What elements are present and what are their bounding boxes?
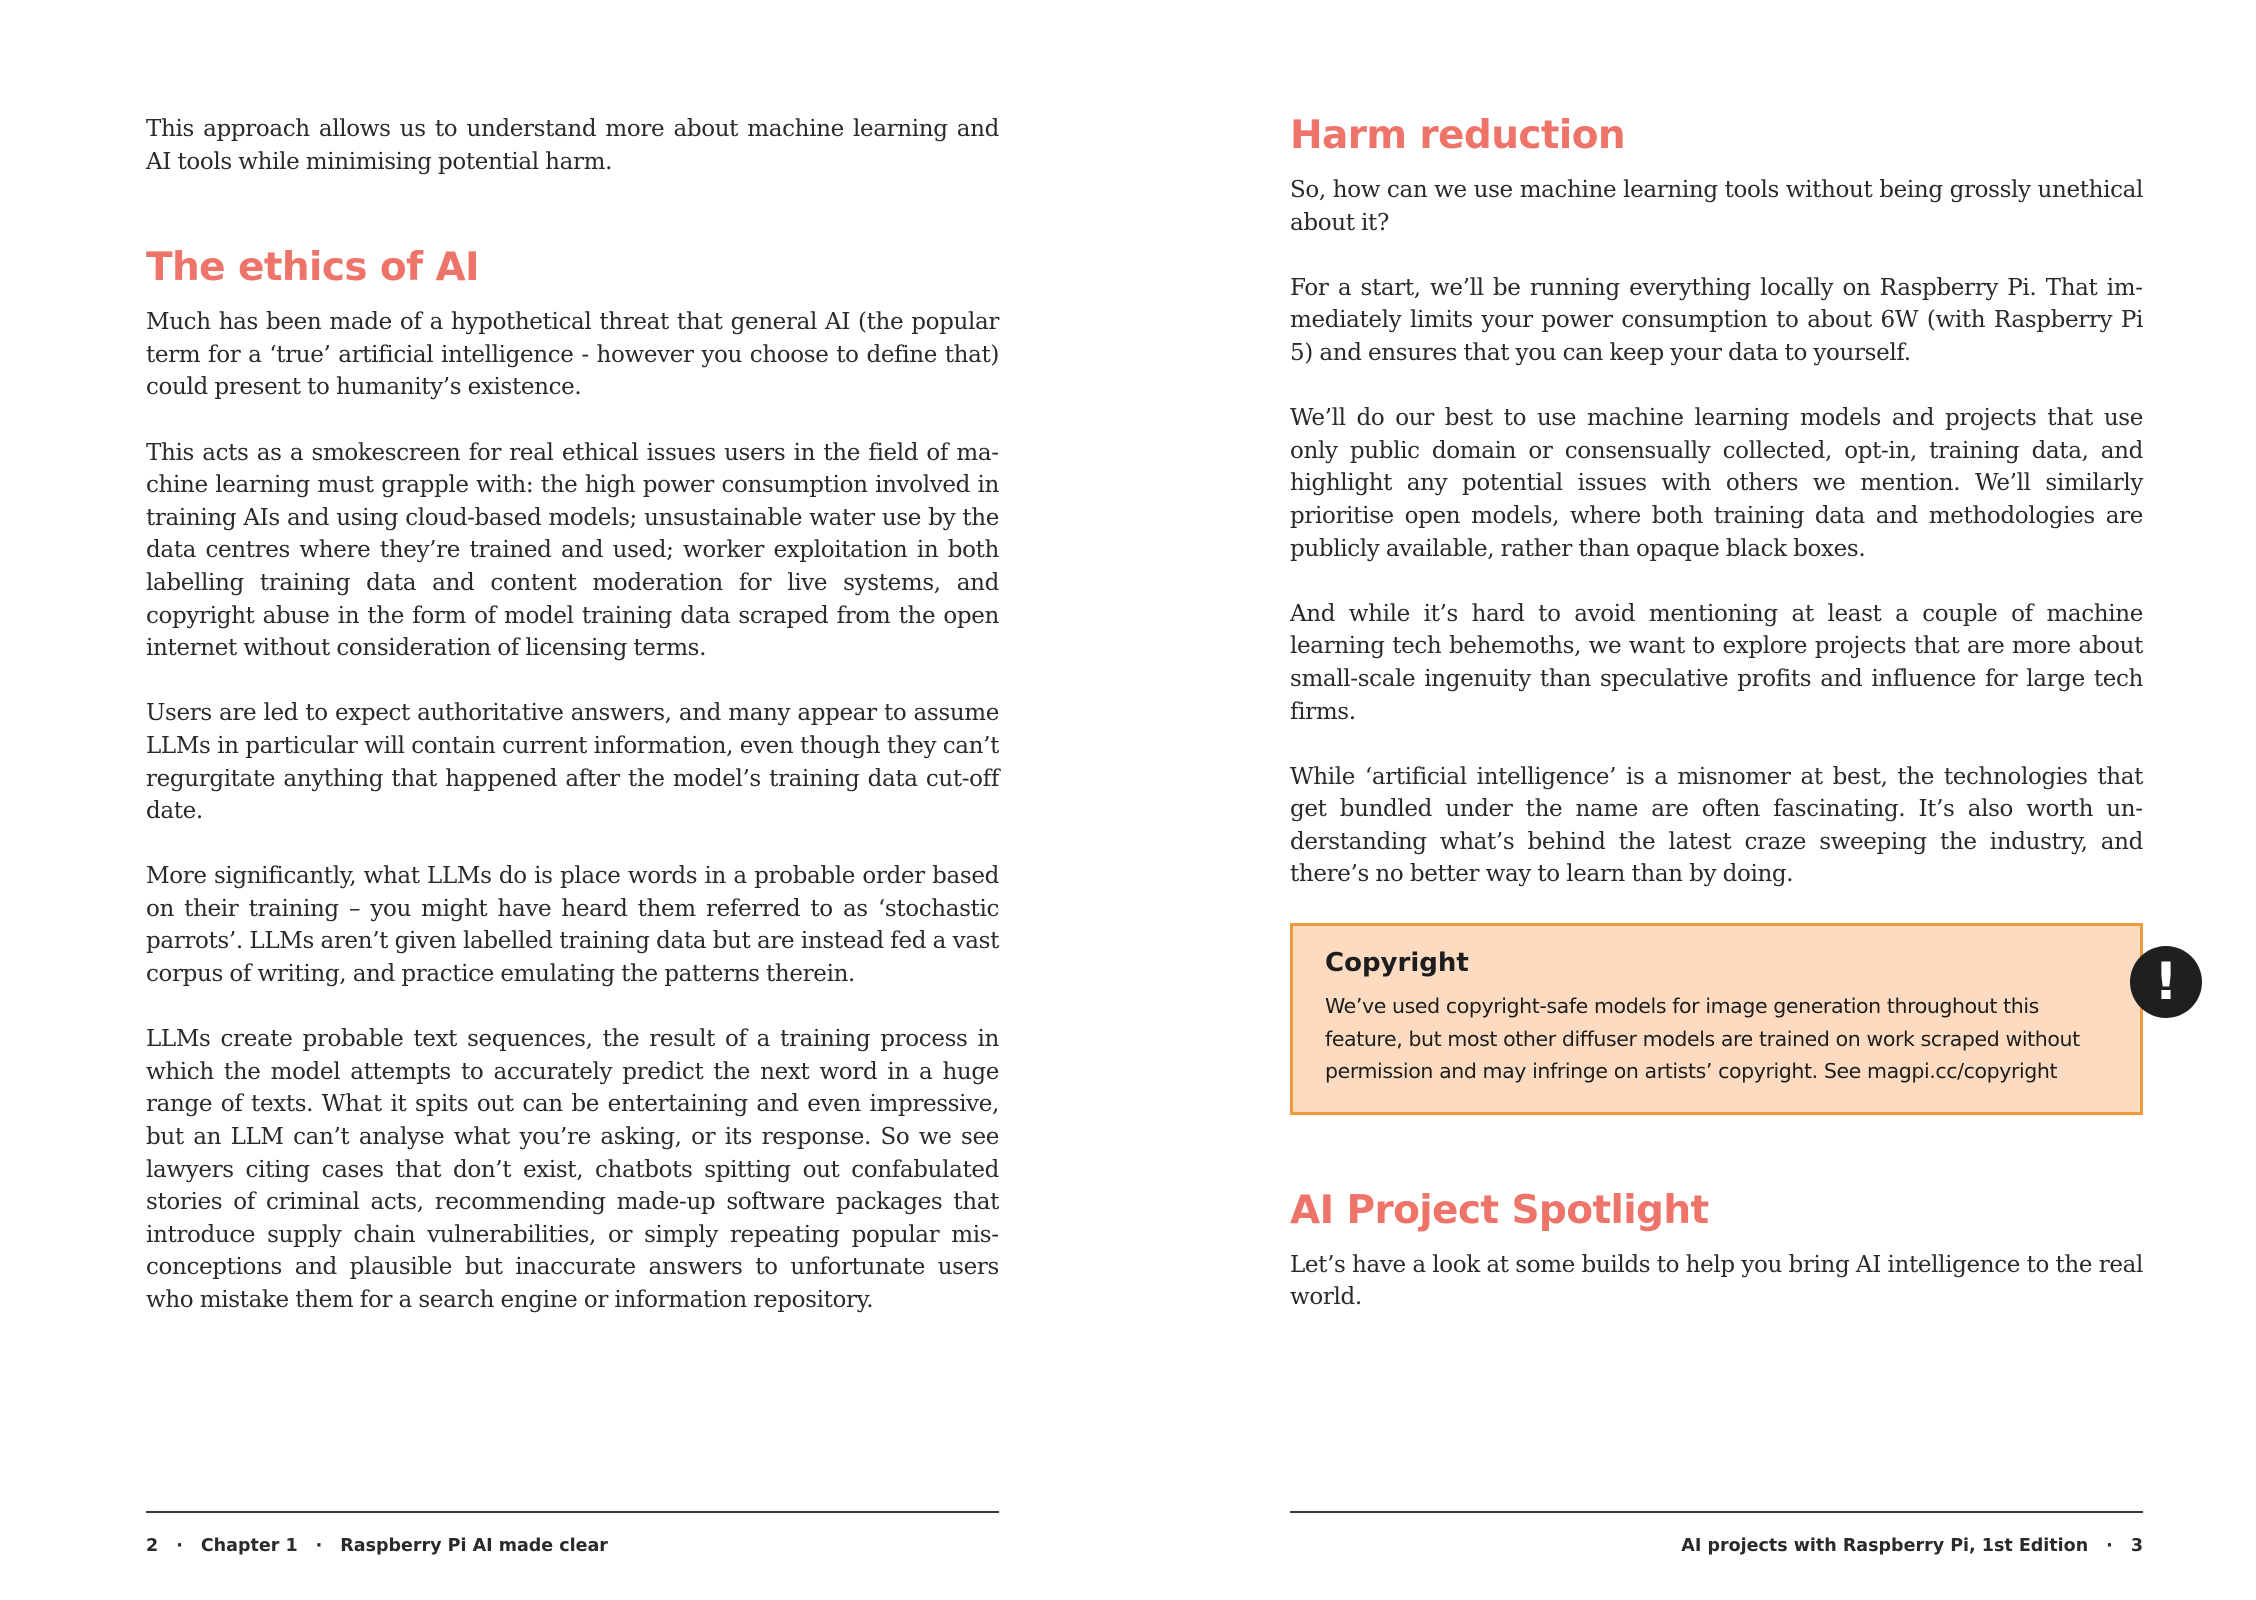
harm-reduction-heading: Harm reduction: [1290, 113, 1626, 158]
callout-title: Copyright: [1325, 948, 1469, 979]
right-footer: [1290, 1534, 2143, 1558]
spotlight-paragraph: Let’s have a look at some builds to help you bring AI intelligence to the real world.: [1290, 1251, 2143, 1311]
footer-separator: ·: [2106, 1536, 2113, 1556]
harm-paragraph-2: For a start, we’ll be running everything locally on Raspberry Pi. That immediately limits your power consumption to about 6W (with Raspberry Pi 5) and ensures that you can keep your data to yourself.: [1290, 274, 2143, 366]
ethics-paragraph-5: LLMs create probable text sequences, the result of a training process in which the model attempts to accurately predict the next word in a huge range of texts. What it spits out can be entertaining and even impressive, but an LLM can’t analyse what you’re asking, or its response. So we see lawyers citing cases that don’t exist, chatbots spitting out confabulated stories of criminal acts, recommending made-up software packages that introduce supply chain vulnerabilities, or simply repeating popular misconceptions and plausible but inaccurate answers to unfortunate users who mistake them for a search engine or information repository.: [146, 1026, 999, 1313]
right-page: [1128, 0, 2256, 1600]
right-text-column: [1290, 112, 2178, 1314]
harm-paragraph-4: And while it’s hard to avoid mentioning at least a couple of machine learning tech behemoths, we want to explore projects that are more about small-scale ingenuity than speculative profits and influence for large tech firms.: [1290, 600, 2143, 725]
harm-paragraph-1: So, how can we use machine learning tools without being grossly unethical about it?: [1290, 177, 2143, 236]
ethics-paragraph-3: Users are led to expect authoritative answers, and many appear to assume LLMs in particular will contain current information, even though they can’t regurgitate anything that happened after the model’s training data cut-off date.: [146, 700, 999, 825]
right-footer-rule: [1290, 1511, 2143, 1513]
ethics-paragraph-1: Much has been made of a hypothetical threat that general AI (the popular term for a ‘true’ artificial intelligence - however you choose to define that) could present to humanity’s existence.: [146, 309, 999, 401]
left-footer-rule: [146, 1511, 999, 1513]
copyright-callout: [1290, 923, 2178, 1115]
footer-chapter: Chapter 1: [200, 1536, 298, 1556]
harm-paragraph-3: We’ll do our best to use machine learning models and projects that use only public domain or consensually collected, opt-in, training data, and highlight any potential issues with others we mention. We’ll similarly prioritise open models, where both training data and methodologies are publicly available, rather than opaque black boxes.: [1290, 405, 2143, 562]
left-page-number: 2: [146, 1536, 159, 1556]
spotlight-heading: AI Project Spotlight: [1290, 1187, 1709, 1233]
footer-separator: ·: [176, 1536, 183, 1556]
footer-section-title: Raspberry Pi AI made clear: [340, 1536, 608, 1556]
footer-book-title: AI projects with Raspberry Pi, 1st Edition: [1681, 1536, 2089, 1556]
intro-paragraph: This approach allows us to understand more about machine learning and AI tools while minimising potential harm.: [146, 116, 999, 175]
left-text-column: [146, 113, 999, 1317]
right-page-number: 3: [2130, 1536, 2143, 1556]
callout-text: We’ve used copyright-safe models for image generation throughout this feature, but most other diffuser models are trained on work scraped without permission and may infringe on artists’ copyright. See magpi.cc/copyright: [1325, 994, 2080, 1084]
harm-paragraph-5: While ‘artificial intelligence’ is a misnomer at best, the technologies that get bundled under the name are often fascinating. It’s also worth understanding what’s behind the latest craze sweeping the industry, and there’s no better way to learn than by doing.: [1290, 763, 2143, 888]
ethics-paragraph-2: This acts as a smokescreen for real ethical issues users in the field of machine learning must grapple with: the high power consumption involved in training AIs and using cloud-based models; unsustainable water use by the data centres where they’re trained and used; worker exploitation in both labelling training data and content moderation for live systems, and copyright abuse in the form of model training data scraped from the open internet without consideration of licensing terms.: [146, 439, 999, 662]
ethics-paragraph-4: More significantly, what LLMs do is place words in a probable order based on their training – you might have heard them referred to as ‘stochastic parrots’. LLMs aren’t given labelled training data but are instead fed a vast corpus of writing, and practice emulating the patterns therein.: [146, 863, 999, 988]
footer-separator: ·: [315, 1536, 323, 1556]
exclamation-icon: !: [2130, 946, 2202, 1018]
ethics-heading: The ethics of AI: [146, 245, 479, 291]
left-footer: [146, 1534, 999, 1558]
